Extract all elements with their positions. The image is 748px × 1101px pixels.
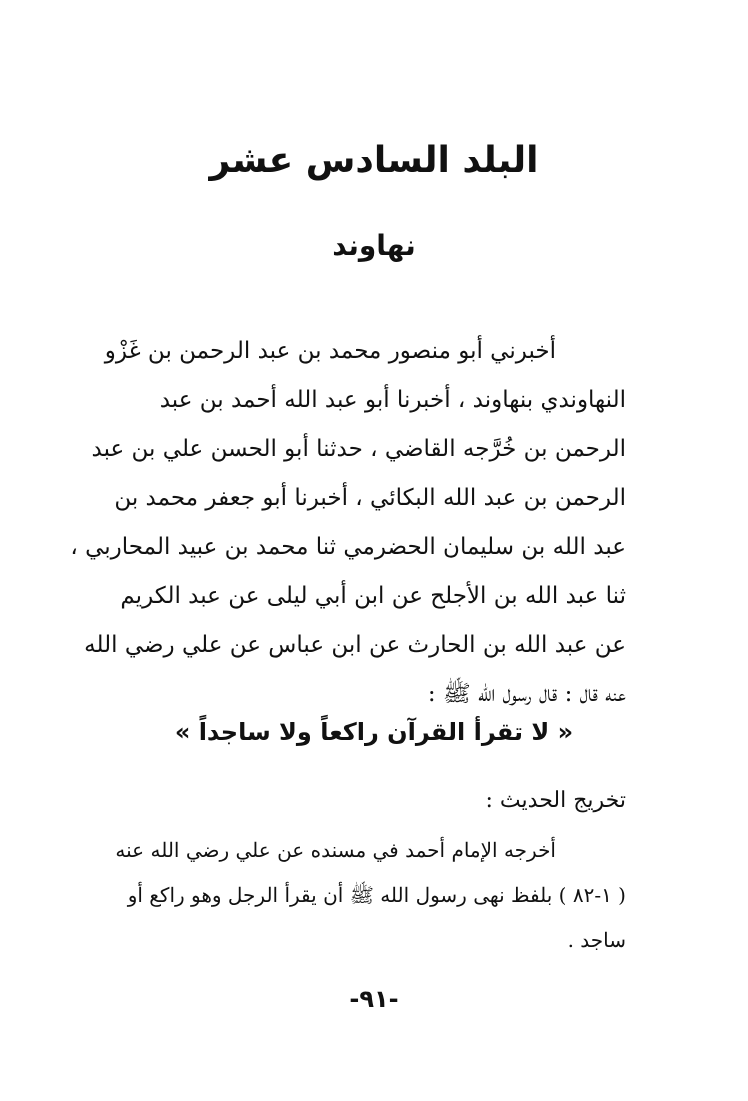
body-line: الرحمن بن عبد الله البكائي ، أخبرنا أبو جعفر محمد بن bbox=[114, 485, 626, 511]
hadith-text: « لا تقرأ القرآن راكعاً ولا ساجداً » bbox=[174, 718, 574, 746]
takhrij-paragraph bbox=[60, 828, 626, 963]
takhrij-heading: تخريج الحديث : bbox=[485, 788, 626, 813]
chapter-title: البلد السادس عشر bbox=[209, 140, 539, 181]
city-title: نهاوند bbox=[332, 229, 416, 262]
body-line: الرحمن بن خُرَّجه القاضي ، حدثنا أبو الحسن علي بن عبد bbox=[91, 436, 626, 462]
body-line: عن عبد الله بن الحارث عن ابن عباس عن علي رضي الله bbox=[84, 632, 626, 658]
body-line: النهاوندي بنهاوند ، أخبرنا أبو عبد الله أحمد بن عبد bbox=[159, 387, 626, 413]
takhrij-line: ( ١-٨٢ ) بلفظ نهى رسول الله ﷺ أن يقرأ الرجل وهو راكع أو bbox=[127, 883, 626, 907]
page-number: -٩١- bbox=[349, 985, 399, 1013]
takhrij-line: أخرجه الإمام أحمد في مسنده عن علي رضي الله عنه bbox=[115, 838, 556, 862]
isnad-paragraph bbox=[60, 327, 626, 719]
body-line: أخبرني أبو منصور محمد بن عبد الرحمن بن غَزْو bbox=[104, 338, 556, 364]
body-line: عبد الله بن سليمان الحضرمي ثنا محمد بن عبيد المحاربي ، bbox=[70, 534, 626, 560]
body-line: ثنا عبد الله بن الأجلح عن ابن أبي ليلى عن عبد الكريم bbox=[120, 583, 626, 609]
takhrij-line: ساجد . bbox=[567, 928, 626, 952]
body-line: عنه قال : قال رسول الله ﷺ : bbox=[427, 681, 626, 707]
